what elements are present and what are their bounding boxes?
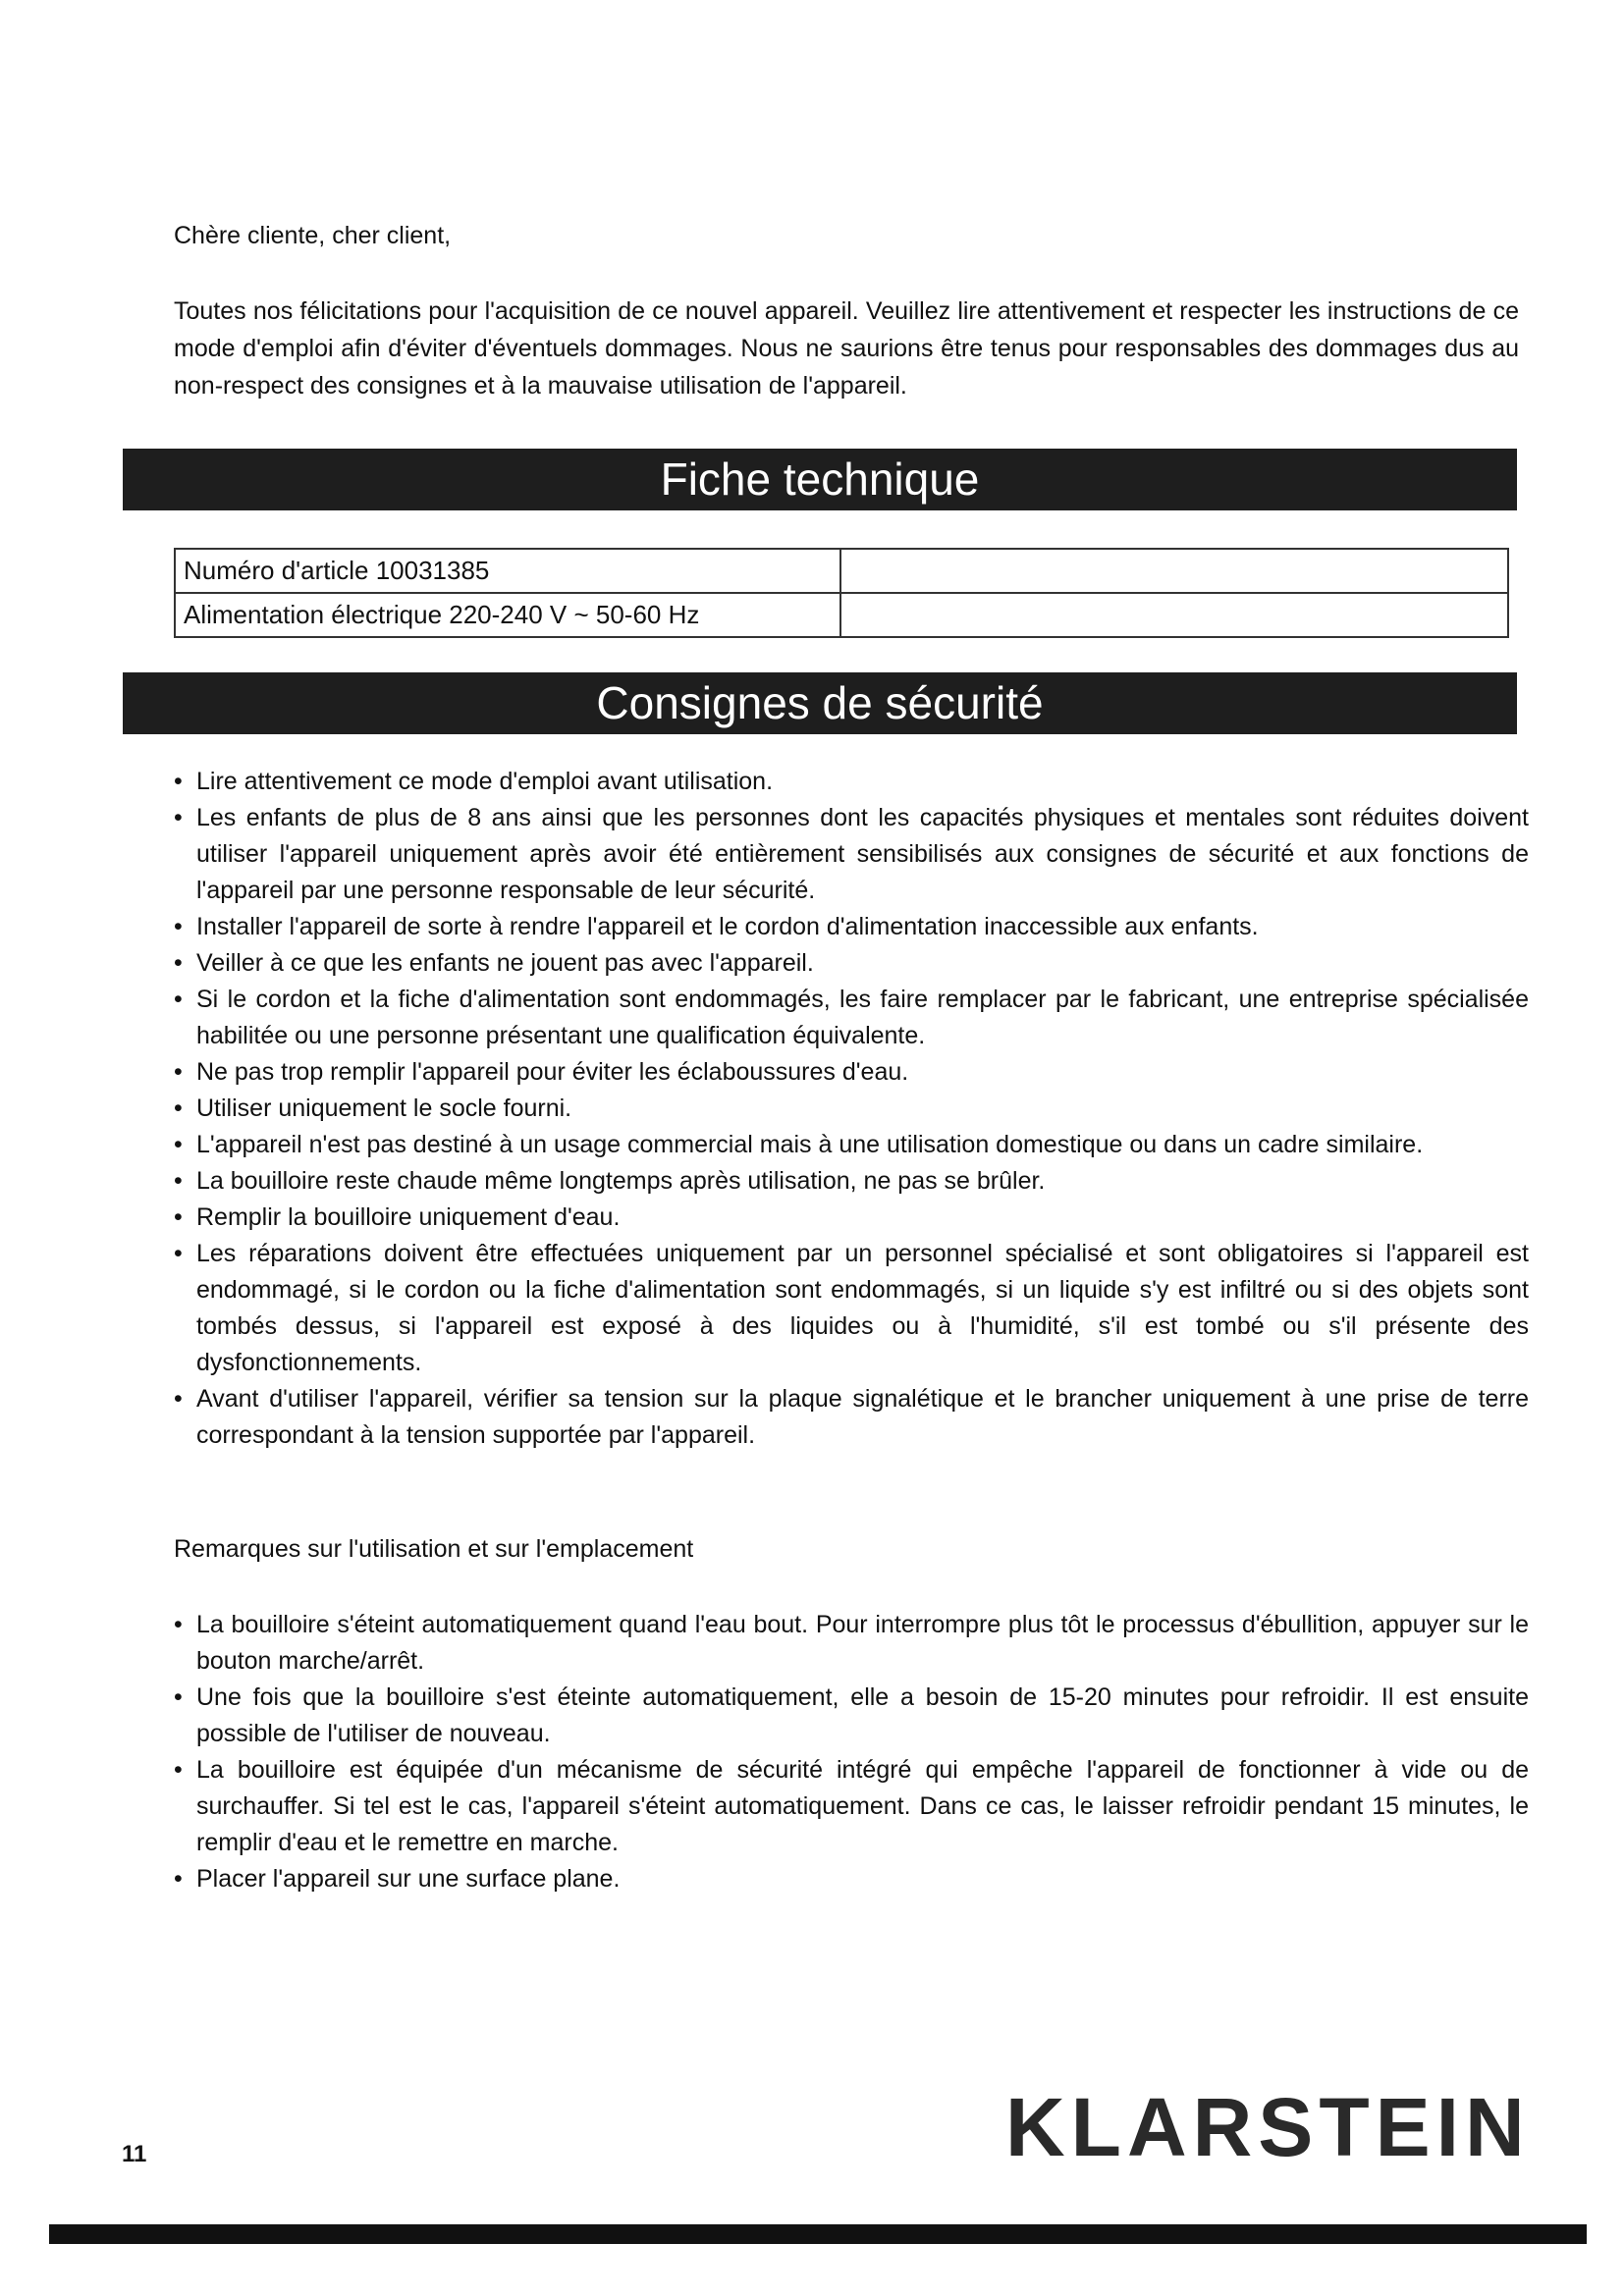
list-item xyxy=(174,1607,1529,1680)
bullet-icon: • xyxy=(174,804,183,831)
list-item-text: Les enfants de plus de 8 ans ainsi que les personnes dont les capacités physiques et mentales sont réduites doivent utiliser l'appareil uniquement après avoir été entièrement sensibilisés aux consignes de sécurité et aux fonctions de l'appareil par une personne responsable de leur sécurité. xyxy=(196,804,1529,904)
spec-table xyxy=(174,548,1509,638)
bullet-icon: • xyxy=(174,1240,183,1267)
list-item xyxy=(174,1381,1529,1454)
spec-value xyxy=(840,549,1508,593)
bullet-icon: • xyxy=(174,768,183,795)
section-header-fiche-technique: Fiche technique xyxy=(123,449,1517,510)
brand-logo: KLARSTEIN xyxy=(1005,2081,1531,2173)
usage-list xyxy=(174,1607,1529,1897)
bullet-icon: • xyxy=(174,1683,183,1711)
list-item xyxy=(174,1163,1529,1200)
list-item-text: Une fois que la bouilloire s'est éteinte automatiquement, elle a besoin de 15-20 minutes pour refroidir. Il est ensuite possible de l'utiliser de nouveau. xyxy=(196,1683,1529,1747)
list-item-text: Ne pas trop remplir l'appareil pour éviter les éclaboussures d'eau. xyxy=(196,1058,909,1086)
page-number: 11 xyxy=(122,2141,147,2167)
bullet-icon: • xyxy=(174,1611,183,1638)
list-item xyxy=(174,1054,1529,1091)
list-item xyxy=(174,1236,1529,1381)
bullet-icon: • xyxy=(174,913,183,940)
list-item xyxy=(174,1861,1529,1897)
list-item xyxy=(174,1680,1529,1752)
list-item xyxy=(174,982,1529,1054)
bullet-icon: • xyxy=(174,1756,183,1784)
list-item xyxy=(174,800,1529,909)
list-item-text: La bouilloire est équipée d'un mécanisme de sécurité intégré qui empêche l'appareil de fonctionner à vide ou de surchauffer. Si tel est le cas, l'appareil s'éteint automatiquement. Dans ce cas, le laisser refroidir pendant 15 minutes, le remplir d'eau et le remettre en marche. xyxy=(196,1756,1529,1856)
list-item-text: Veiller à ce que les enfants ne jouent pas avec l'appareil. xyxy=(196,949,814,977)
footer-divider xyxy=(49,2224,1587,2244)
list-item xyxy=(174,1127,1529,1163)
bullet-icon: • xyxy=(174,1385,183,1413)
list-item-text: Placer l'appareil sur une surface plane. xyxy=(196,1865,621,1893)
list-item-text: Si le cordon et la fiche d'alimentation sont endommagés, les faire remplacer par le fabricant, une entreprise spécialisée habilitée ou une personne présentant une qualification équivalente. xyxy=(196,986,1529,1049)
bullet-icon: • xyxy=(174,1058,183,1086)
spec-value xyxy=(840,593,1508,637)
table-row xyxy=(175,549,1508,593)
list-item-text: Avant d'utiliser l'appareil, vérifier sa tension sur la plaque signalétique et le brancher uniquement à une prise de terre correspondant à la tension supportée par l'appareil. xyxy=(196,1385,1529,1449)
intro-paragraph: Toutes nos félicitations pour l'acquisition de ce nouvel appareil. Veuillez lire attentivement et respecter les instructions de ce mode d'emploi afin d'éviter d'éventuels dommages. Nous ne saurions être tenus pour responsables des dommages dus au non-respect des consignes et à la mauvaise utilisation de l'appareil. xyxy=(174,297,1519,400)
list-item xyxy=(174,1091,1529,1127)
bullet-icon: • xyxy=(174,986,183,1013)
bullet-icon: • xyxy=(174,1203,183,1231)
list-item-text: La bouilloire s'éteint automatiquement quand l'eau bout. Pour interrompre plus tôt le processus d'ébullition, appuyer sur le bouton marche/arrêt. xyxy=(196,1611,1529,1675)
list-item xyxy=(174,764,1529,800)
bullet-icon: • xyxy=(174,949,183,977)
list-item xyxy=(174,909,1529,945)
bullet-icon: • xyxy=(174,1131,183,1158)
bullet-icon: • xyxy=(174,1865,183,1893)
greeting: Chère cliente, cher client, xyxy=(174,222,452,249)
spec-label: Numéro d'article 10031385 xyxy=(175,549,840,593)
list-item xyxy=(174,1752,1529,1861)
list-item-text: Les réparations doivent être effectuées uniquement par un personnel spécialisé et sont obligatoires si l'appareil est endommagé, si le cordon ou la fiche d'alimentation sont endommagés, si un liquide s'y est infiltré ou si des objets sont tombés dessus, si l'appareil est exposé à des liquides ou à l'humidité, s'il est tombé ou s'il présente des dysfonctionnements. xyxy=(196,1240,1529,1376)
list-item-text: L'appareil n'est pas destiné à un usage commercial mais à une utilisation domestique ou dans un cadre similaire. xyxy=(196,1131,1424,1158)
list-item-text: Lire attentivement ce mode d'emploi avant utilisation. xyxy=(196,768,774,795)
section-header-consignes: Consignes de sécurité xyxy=(123,672,1517,734)
bullet-icon: • xyxy=(174,1095,183,1122)
table-row xyxy=(175,593,1508,637)
usage-heading: Remarques sur l'utilisation et sur l'emplacement xyxy=(174,1535,694,1563)
list-item xyxy=(174,1200,1529,1236)
safety-list xyxy=(174,764,1529,1454)
list-item-text: Utiliser uniquement le socle fourni. xyxy=(196,1095,572,1122)
list-item-text: Installer l'appareil de sorte à rendre l'appareil et le cordon d'alimentation inaccessible aux enfants. xyxy=(196,913,1259,940)
spec-label: Alimentation électrique 220-240 V ~ 50-60 Hz xyxy=(175,593,840,637)
list-item xyxy=(174,945,1529,982)
list-item-text: Remplir la bouilloire uniquement d'eau. xyxy=(196,1203,621,1231)
list-item-text: La bouilloire reste chaude même longtemps après utilisation, ne pas se brûler. xyxy=(196,1167,1046,1195)
bullet-icon: • xyxy=(174,1167,183,1195)
